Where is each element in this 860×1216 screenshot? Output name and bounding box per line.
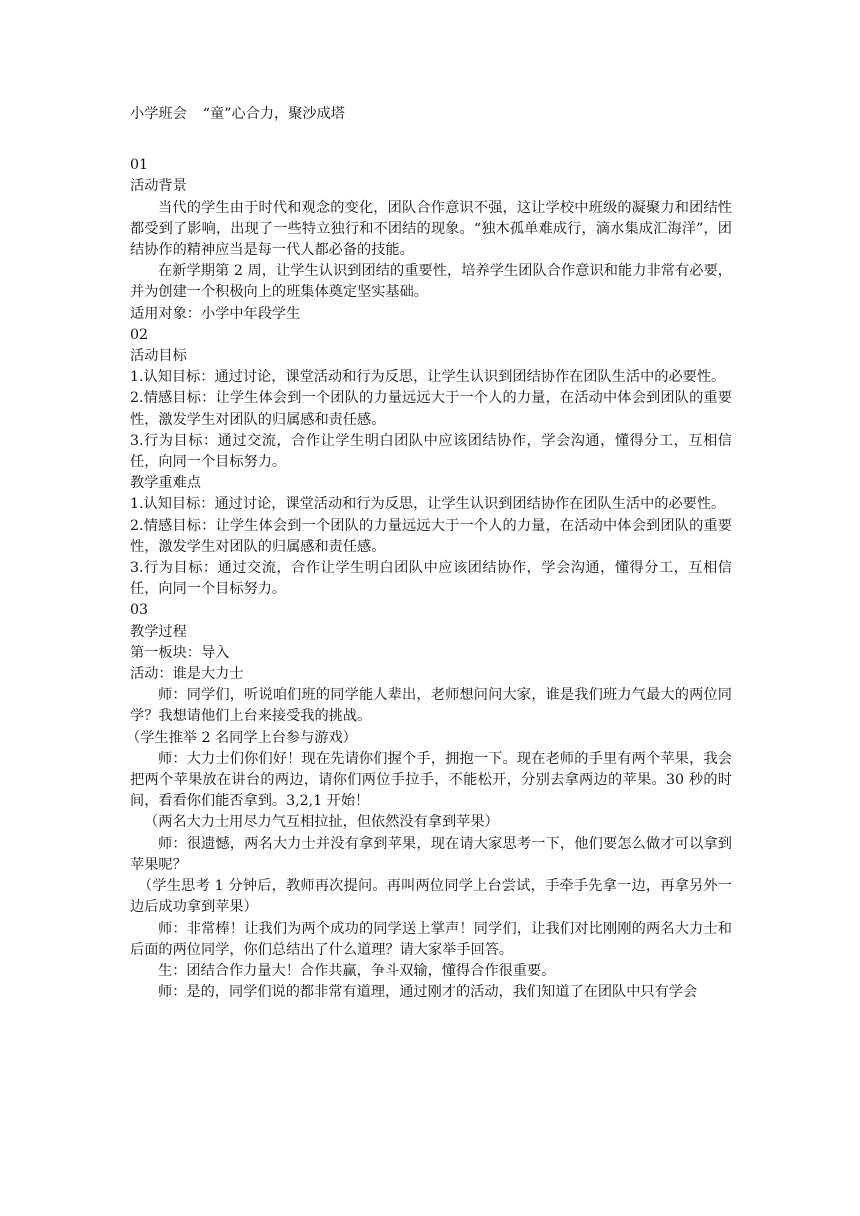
stage-note-3: （学生思考 1 分钟后，教师再次提问。再叫两位同学上台尝试，手牵手先拿一边，再拿另外一边后成功拿到苹果） <box>130 878 732 916</box>
key-point-item-1: 1.认知目标：通过讨论，课堂活动和行为反思，让学生认识到团结协作在团队生活中的必要性。 <box>130 496 726 513</box>
goal-item-1: 1.认知目标：通过讨论，课堂活动和行为反思，让学生认识到团结协作在团队生活中的必要性。 <box>130 369 726 386</box>
dialogue-paragraph-3: 师：很遗憾，两名大力士并没有拿到苹果，现在请大家思考一下，他们要怎么做才可以拿到苹果呢？ <box>130 835 732 873</box>
title-spacer <box>130 125 732 155</box>
module-heading: 第一板块：导入 <box>130 644 230 661</box>
dialogue-paragraph-4: 师：非常棒！让我们为两个成功的同学送上掌声！同学们，让我们对比刚刚的两名大力士和后面的两位同学，你们总结出了什么道理？请大家举手回答。 <box>130 920 732 958</box>
background-paragraph-1: 当代的学生由于时代和观念的变化，团队合作意识不强，这让学校中班级的凝聚力和团结性都受到了影响，出现了一些特立独行和不团结的现象。“独木孤单难成行，滴水集成汇海洋”，团结协作的精神应当是每一代人都必备的技能。 <box>130 199 732 258</box>
dialogue-paragraph-6: 师：是的，同学们说的都非常有道理，通过刚才的活动，我们知道了在团队中只有学会 <box>158 984 698 1001</box>
dialogue-paragraph-5: 生：团结合作力量大！合作共赢，争斗双输，懂得合作很重要。 <box>158 962 556 979</box>
goal-item-2: 2.情感目标：让学生体会到一个团队的力量远远大于一个人的力量，在活动中体会到团队的重要性，激发学生对团队的归属感和责任感。 <box>130 390 732 428</box>
title-prefix: 小学班会 <box>130 106 187 122</box>
section-heading-process: 教学过程 <box>130 623 187 640</box>
stage-note-1: （学生推举 2 名同学上台参与游戏） <box>126 729 357 746</box>
section-number-03: 03 <box>130 602 149 619</box>
key-point-item-3: 3.行为目标：通过交流，合作让学生明白团队中应该团结协作，学会沟通，懂得分工，互相信任，向同一个目标努力。 <box>130 560 732 598</box>
key-point-item-2: 2.情感目标：让学生体会到一个团队的力量远远大于一个人的力量，在活动中体会到团队的重要性，激发学生对团队的归属感和责任感。 <box>130 517 732 555</box>
activity-heading: 活动：谁是大力士 <box>130 666 244 683</box>
section-number-02: 02 <box>130 326 149 343</box>
section-number-01: 01 <box>130 157 149 174</box>
key-points-heading: 教学重难点 <box>130 475 201 492</box>
section-heading-goals: 活动目标 <box>130 348 187 365</box>
audience-line: 适用对象：小学中年段学生 <box>130 305 301 322</box>
background-paragraph-2: 在新学期第 2 周，让学生认识到团结的重要性，培养学生团队合作意识和能力非常有必要，并为创建一个积极向上的班集体奠定坚实基础。 <box>130 263 732 301</box>
title-main: “童”心合力，聚沙成塔 <box>202 106 345 122</box>
dialogue-paragraph-2: 师：大力士们你们好！现在先请你们握个手，拥抱一下。现在老师的手里有两个苹果，我会把两个苹果放在讲台的两边，请你们两位手拉手，不能松开，分别去拿两边的苹果。30 秒的时间，看看你们能否拿到。3,2,1 开始！ <box>130 750 732 810</box>
stage-note-2: （两名大力士用尽力气互相拉扯，但依然没有拿到苹果） <box>144 814 499 831</box>
document-title <box>130 104 732 125</box>
goal-item-3: 3.行为目标：通过交流，合作让学生明白团队中应该团结协作，学会沟通，懂得分工，互相信任，向同一个目标努力。 <box>130 432 732 471</box>
section-heading-background: 活动背景 <box>130 178 187 195</box>
document-page <box>126 104 732 1003</box>
dialogue-paragraph-1: 师：同学们，听说咱们班的同学能人辈出，老师想问问大家，谁是我们班力气最大的两位同学？我想请他们上台来接受我的挑战。 <box>130 687 732 725</box>
